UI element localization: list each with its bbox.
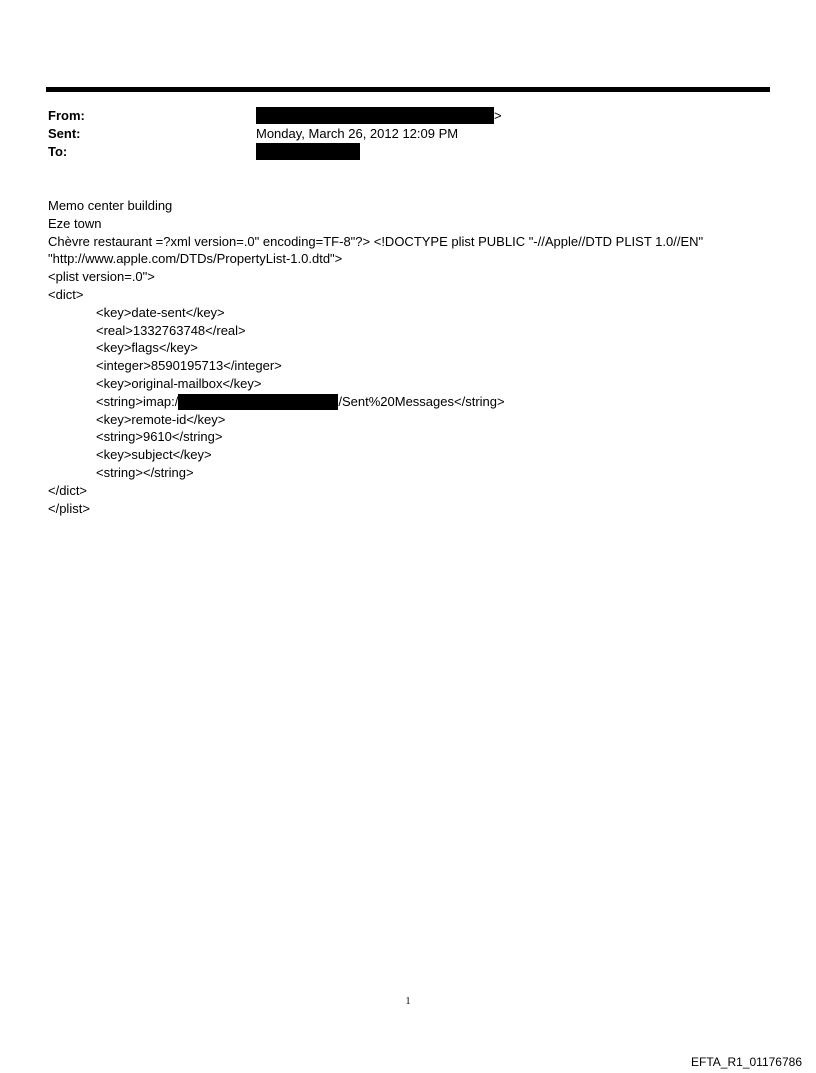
to-label: To:: [48, 144, 68, 159]
message-body: [48, 197, 768, 517]
redaction-block: [178, 394, 338, 410]
dict-line: <string>9610</string>: [96, 429, 223, 445]
from-value: [256, 107, 502, 125]
dict-line: <integer>8590195713</integer>: [96, 358, 282, 374]
body-line: <plist version=.0">: [48, 269, 155, 285]
imap-prefix: <string>imap:/: [96, 393, 179, 409]
body-line: Chèvre restaurant =?xml version=.0" encoding=TF-8"?> <!DOCTYPE plist PUBLIC "-//Apple//DTD PLIST 1.0//EN": [48, 233, 704, 249]
dict-line: <key>date-sent</key>: [96, 304, 225, 320]
body-line: </dict>: [48, 482, 88, 498]
body-line: Eze town: [48, 215, 102, 231]
dict-line: <real>1332763748</real>: [96, 322, 246, 338]
body-line: </plist>: [48, 500, 90, 516]
imap-suffix: /Sent%20Messages</string>: [338, 393, 505, 409]
dict-line: <key>original-mailbox</key>: [96, 375, 262, 391]
dict-line: <key>remote-id</key>: [96, 411, 226, 427]
body-line: "http://www.apple.com/DTDs/PropertyList-1.0.dtd">: [48, 251, 343, 267]
dict-line: <key>flags</key>: [96, 340, 198, 356]
body-line: Memo center building: [48, 198, 173, 213]
sent-value: Monday, March 26, 2012 12:09 PM: [256, 126, 459, 141]
document-id: EFTA_R1_01176786: [691, 1055, 802, 1069]
from-label: From:: [48, 108, 85, 123]
imap-line: [48, 393, 768, 411]
sent-label: Sent:: [48, 126, 81, 141]
dict-line: <string></string>: [96, 464, 194, 480]
from-suffix: >: [494, 108, 502, 123]
dict-line: <key>subject</key>: [96, 447, 212, 463]
to-value: [256, 143, 360, 161]
page-number: 1: [405, 996, 411, 1007]
redaction-block: [256, 143, 360, 160]
header-rule: [46, 87, 770, 92]
body-line: <dict>: [48, 286, 84, 302]
redaction-block: [256, 107, 494, 124]
